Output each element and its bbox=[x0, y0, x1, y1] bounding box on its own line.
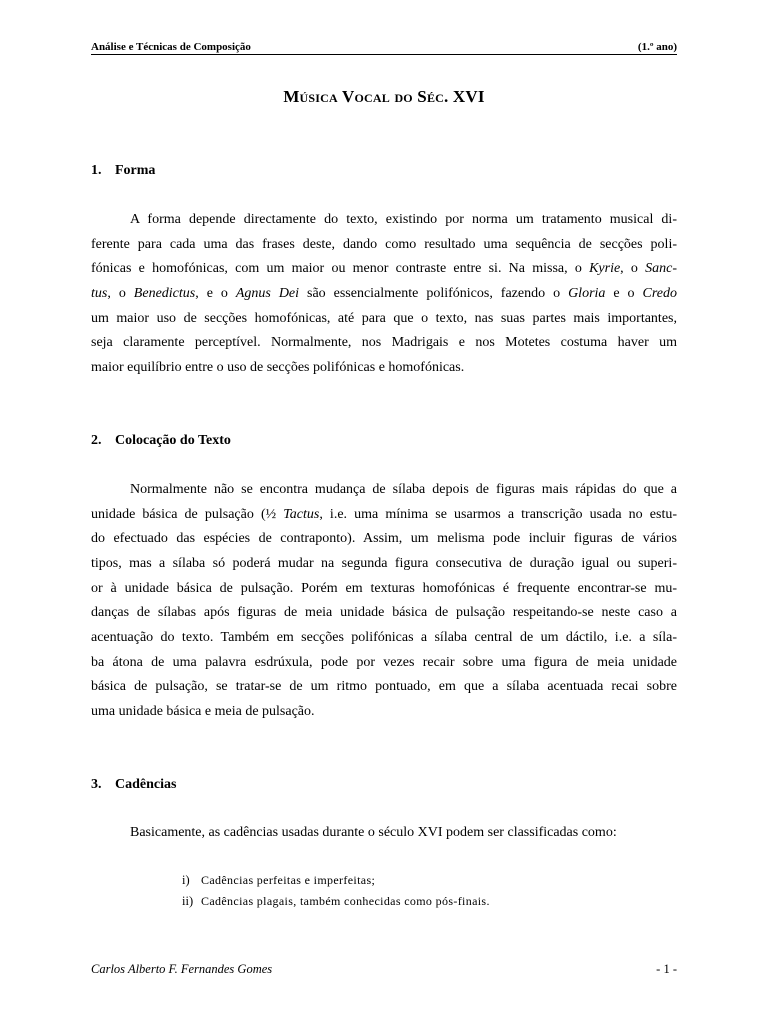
text-run: acentuação do texto. Também em secções polifónicas a sílaba central de um dáctilo, i.e. a síla- bbox=[91, 629, 677, 645]
text-run: seja claramente perceptível. Normalmente, nos Madrigais e nos Motetes costuma haver um bbox=[91, 335, 677, 351]
text-run: danças de sílabas após figuras de meia unidade básica de pulsação respeitando-se neste caso a bbox=[91, 605, 677, 621]
paragraph-line bbox=[91, 527, 677, 552]
italic-term: Agnus Dei bbox=[235, 285, 300, 301]
text-run: or à unidade básica de pulsação. Porém em texturas homofónicas é frequente encontrar-se mu- bbox=[91, 580, 677, 596]
paragraph-line bbox=[91, 356, 677, 381]
paragraph-line bbox=[91, 675, 677, 700]
italic-term: Tactus bbox=[283, 506, 320, 522]
list-item-text: Cadências plagais, também conhecidas como pós-finais. bbox=[201, 894, 490, 908]
paragraph-line bbox=[91, 552, 677, 577]
paragraph-line bbox=[91, 651, 677, 676]
text-run: , o bbox=[107, 285, 134, 301]
italic-term: Credo bbox=[642, 285, 677, 301]
text-run: , e o bbox=[195, 285, 236, 301]
list-marker: i) bbox=[182, 873, 190, 887]
italic-term: Gloria bbox=[568, 285, 606, 301]
text-run: ferente para cada uma das frases deste, dando como resultado uma sequência de secções poli- bbox=[91, 236, 677, 252]
section-number: 2. bbox=[91, 433, 102, 448]
course-year: (1.º ano) bbox=[637, 41, 677, 53]
paragraph-line bbox=[91, 307, 677, 332]
text-run: Basicamente, as cadências usadas durante o século XVI podem ser classificadas como: bbox=[130, 825, 617, 840]
text-run: maior equilíbrio entre o uso de secções polifónicas e homofónicas. bbox=[91, 359, 465, 375]
list-item bbox=[182, 890, 677, 911]
italic-term: Kyrie bbox=[589, 261, 621, 277]
section-heading-cadencias bbox=[91, 775, 677, 795]
section-title: Colocação do Texto bbox=[115, 433, 231, 448]
footer-author: Carlos Alberto F. Fernandes Gomes bbox=[91, 962, 273, 976]
text-run: uma unidade básica e meia de pulsação. bbox=[91, 703, 315, 719]
paragraph-line bbox=[91, 282, 677, 307]
paragraph-colocacao bbox=[91, 478, 677, 725]
paragraph-line bbox=[91, 577, 677, 602]
list-marker: ii) bbox=[182, 894, 194, 908]
section-title: Cadências bbox=[115, 777, 177, 792]
list-item-text: Cadências perfeitas e imperfeitas; bbox=[201, 873, 376, 887]
cadence-list bbox=[182, 869, 677, 911]
text-run: unidade básica de pulsação (½ bbox=[91, 506, 284, 522]
section-heading-colocacao bbox=[91, 431, 677, 451]
paragraph-line bbox=[91, 331, 677, 356]
list-item bbox=[182, 869, 677, 890]
running-header bbox=[91, 40, 677, 54]
paragraph-forma bbox=[91, 208, 677, 381]
italic-term: tus bbox=[91, 285, 108, 301]
document-title: Música Vocal do Séc. XVI bbox=[283, 87, 485, 106]
italic-term: Sanc- bbox=[645, 261, 677, 277]
text-run: tipos, mas a sílaba só poderá mudar na segunda figura consecutiva de duração igual ou superi- bbox=[91, 555, 677, 571]
text-run: fónicas e homofónicas, com um maior ou menor contraste entre si. Na missa, o bbox=[91, 261, 590, 277]
text-run: e o bbox=[605, 285, 643, 301]
paragraph-line bbox=[91, 700, 677, 725]
paragraph-line bbox=[91, 257, 677, 282]
paragraph-line bbox=[91, 503, 677, 528]
text-run: básica de pulsação, se tratar-se de um ritmo pontuado, em que a sílaba acentuada recai sobre bbox=[91, 679, 677, 695]
paragraph-line bbox=[91, 601, 677, 626]
paragraph-line bbox=[91, 233, 677, 258]
italic-term: Benedictus bbox=[133, 285, 196, 301]
text-run: A forma depende directamente do texto, existindo por norma um tratamento musical di- bbox=[130, 212, 677, 227]
page-number: - 1 - bbox=[656, 962, 677, 976]
paragraph-line bbox=[91, 626, 677, 651]
paragraph-line bbox=[91, 478, 677, 503]
text-run: Normalmente não se encontra mudança de sílaba depois de figuras mais rápidas do que a bbox=[130, 482, 677, 497]
section-number: 3. bbox=[91, 777, 102, 792]
text-run: ba átona de uma palavra esdrúxula, pode por vezes recair sobre uma figura de meia unidade bbox=[91, 654, 677, 670]
header-rule bbox=[91, 54, 677, 55]
section-number: 1. bbox=[91, 163, 102, 178]
section-title: Forma bbox=[115, 163, 156, 178]
paragraph-line bbox=[91, 208, 677, 233]
paragraph-cadencias bbox=[91, 821, 677, 846]
section-heading-forma bbox=[91, 161, 677, 181]
text-run: um maior uso de secções homofónicas, até para que o texto, nas suas partes mais importantes, bbox=[91, 310, 677, 326]
text-run: do efectuado das espécies de contraponto). Assim, um melisma pode incluir figuras de vários bbox=[91, 531, 677, 547]
text-run: são essencialmente polifónicos, fazendo o bbox=[299, 285, 569, 301]
text-run: , o bbox=[620, 261, 646, 277]
paragraph-line bbox=[91, 821, 677, 846]
course-title: Análise e Técnicas de Composição bbox=[91, 41, 251, 53]
text-run: , i.e. uma mínima se usarmos a transcrição usada no estu- bbox=[319, 506, 677, 522]
